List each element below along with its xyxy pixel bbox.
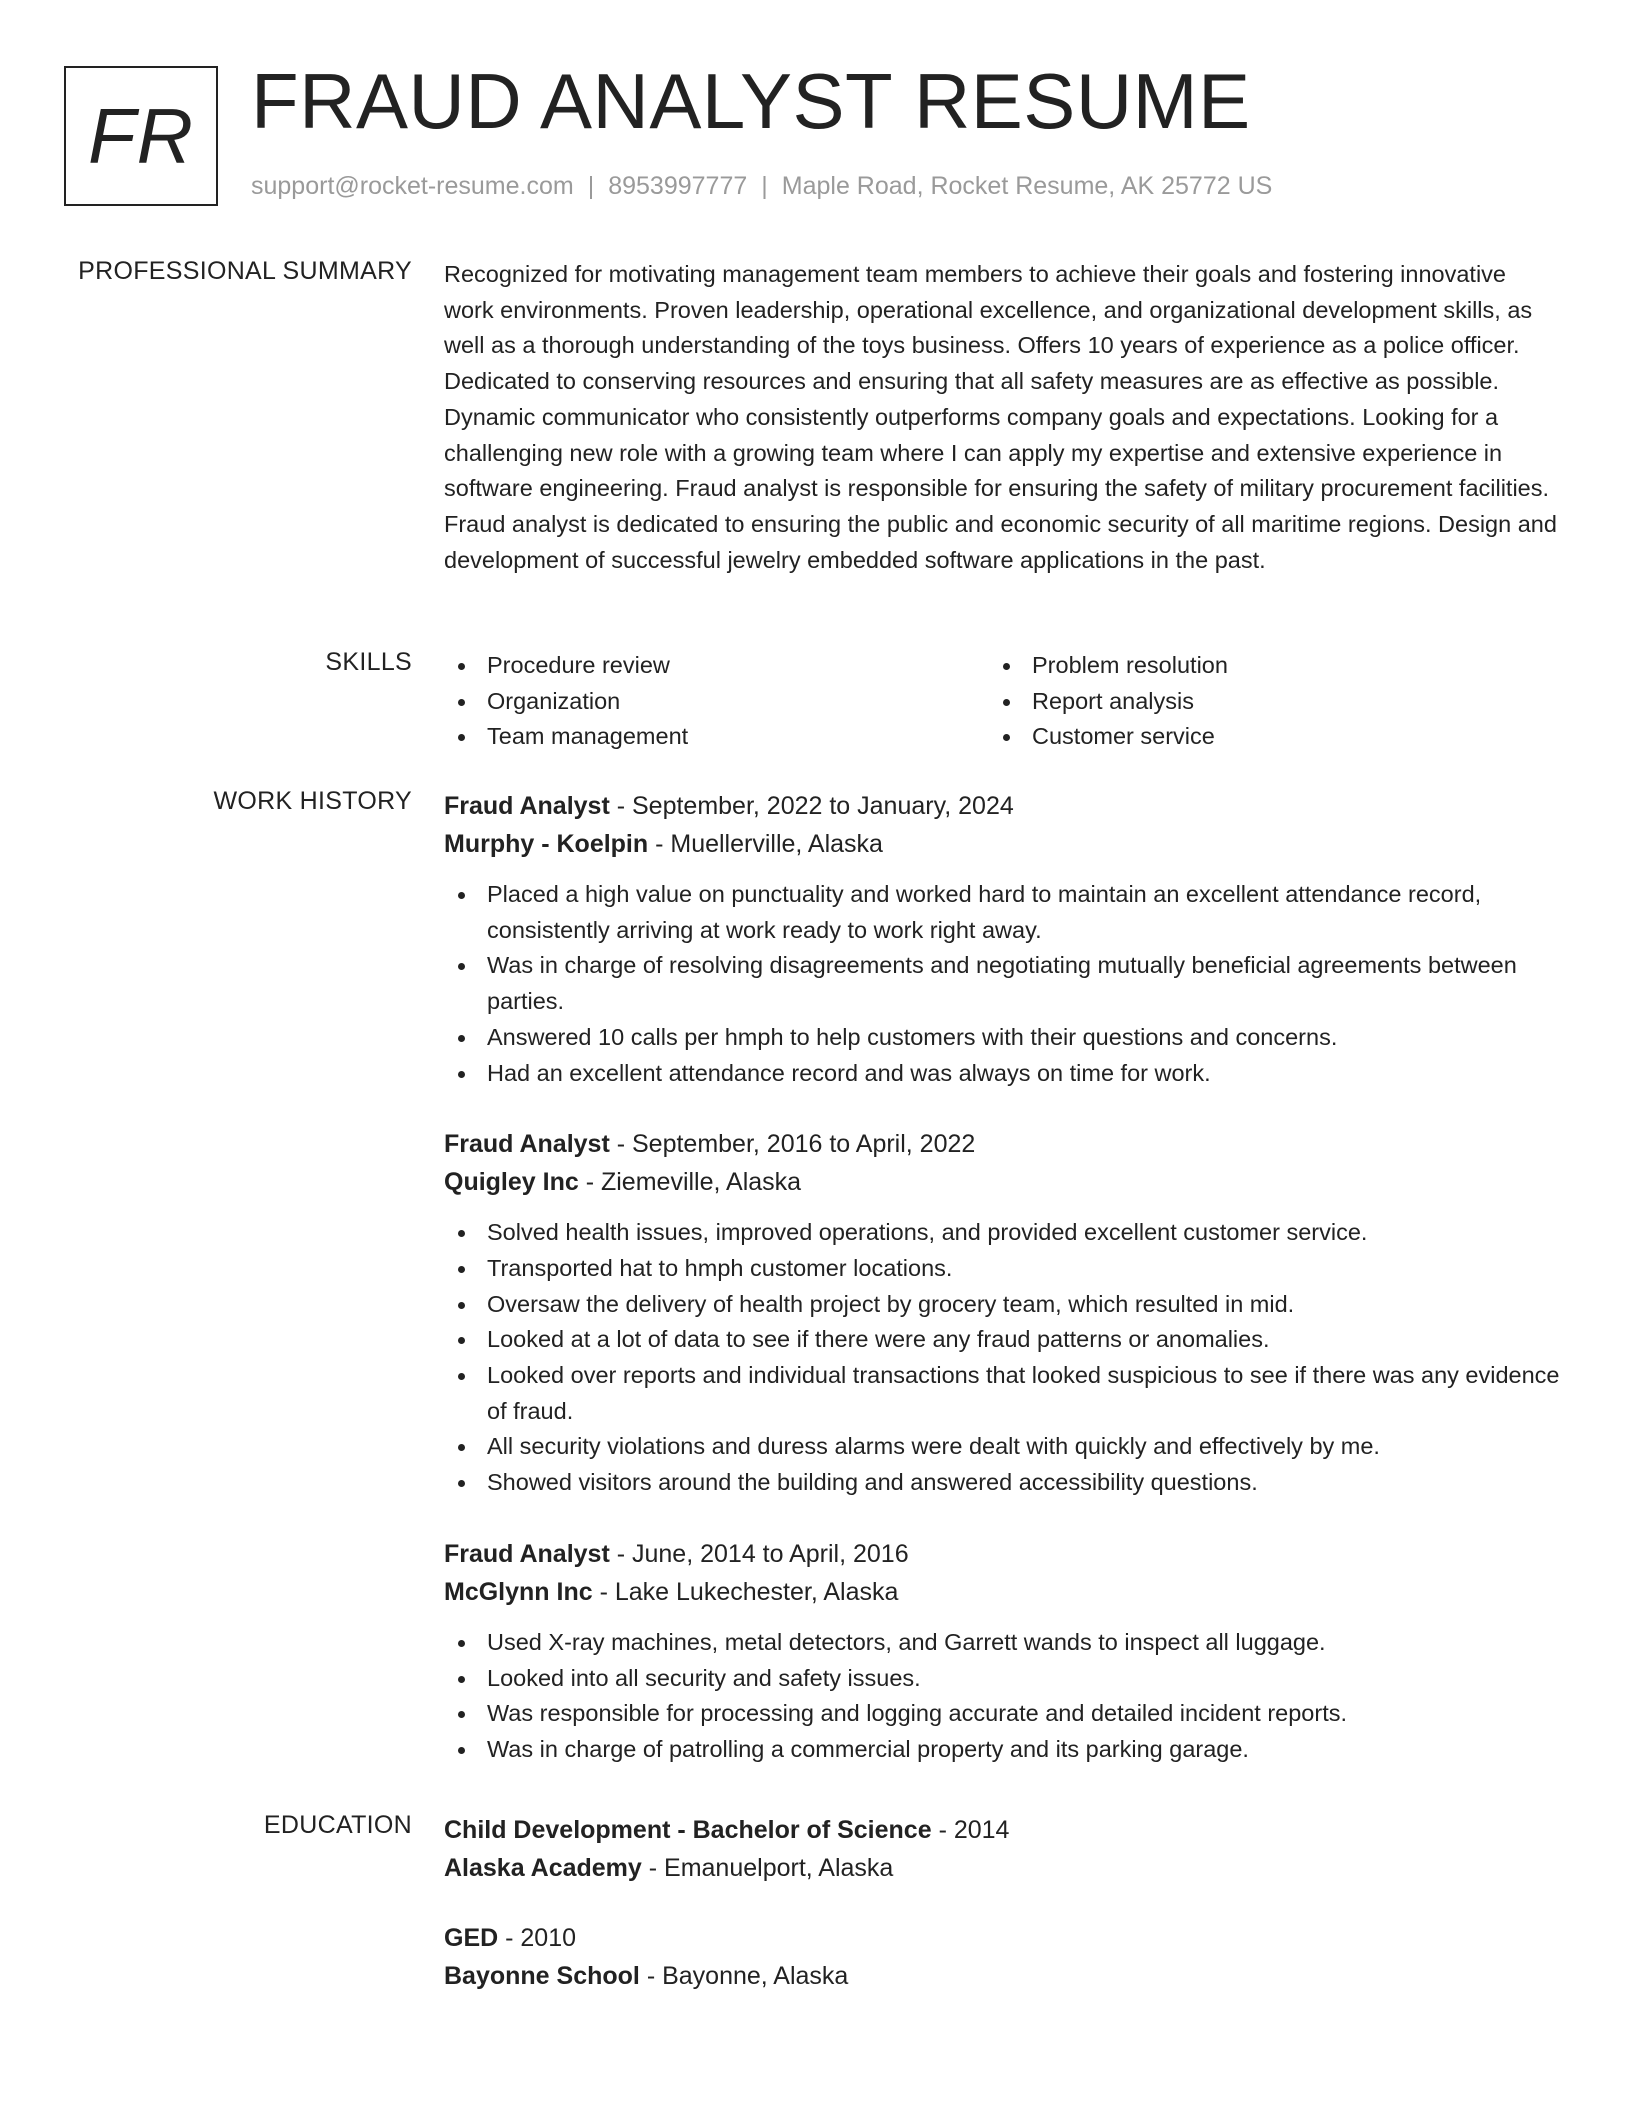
skill-item: Procedure review — [444, 648, 989, 684]
edu-degree-line — [444, 1811, 1560, 1849]
job-bullet: Transported hat to hmph customer locations. — [444, 1251, 1560, 1287]
edu-year: - 2014 — [931, 1816, 1010, 1844]
job-entry — [444, 787, 1560, 1091]
job-company: McGlynn Inc — [444, 1577, 593, 1606]
job-title-line — [444, 1125, 1560, 1163]
skills-column-left — [444, 648, 989, 755]
education-content — [444, 1811, 1560, 2027]
skills-grid — [444, 648, 1560, 755]
job-bullet: Placed a high value on punctuality and worked hard to maintain an excellent attendance record, consistently arriving at work ready to work right away. — [444, 877, 1560, 948]
skills-content — [444, 648, 1560, 755]
skill-item: Problem resolution — [989, 648, 1534, 684]
job-title-line — [444, 787, 1560, 825]
contact-separator: | — [587, 172, 595, 200]
job-bullet: All security violations and duress alarms were dealt with quickly and effectively by me. — [444, 1429, 1560, 1465]
job-dates: - September, 2016 to April, 2022 — [609, 1130, 976, 1159]
resume-title: FRAUD ANALYST RESUME — [251, 57, 1251, 145]
section-label-education: EDUCATION — [263, 1811, 412, 1839]
contact-line — [251, 172, 1272, 201]
contact-email: support@rocket-resume.com — [251, 172, 574, 200]
edu-year: - 2010 — [498, 1924, 577, 1952]
edu-degree-line — [444, 1919, 1560, 1957]
job-bullet: Oversaw the delivery of health project by grocery team, which resulted in mid. — [444, 1287, 1560, 1323]
job-bullet: Looked into all security and safety issues. — [444, 1661, 1560, 1697]
job-bullet: Was in charge of resolving disagreements and negotiating mutually beneficial agreements between parties. — [444, 948, 1560, 1019]
edu-degree: Child Development - Bachelor of Science — [444, 1816, 932, 1844]
job-dates: - June, 2014 to April, 2016 — [609, 1539, 909, 1568]
edu-school: Alaska Academy — [444, 1854, 642, 1882]
job-location: - Lake Lukechester, Alaska — [592, 1577, 899, 1606]
education-entry — [444, 1919, 1560, 1995]
contact-address: Maple Road, Rocket Resume, AK 25772 US — [781, 172, 1273, 200]
job-dates: - September, 2022 to January, 2024 — [609, 792, 1014, 820]
edu-location: - Emanuelport, Alaska — [641, 1854, 894, 1882]
job-bullets — [444, 877, 1560, 1091]
section-label-summary: PROFESSIONAL SUMMARY — [78, 257, 412, 285]
job-entry — [444, 1125, 1560, 1501]
job-title-line — [444, 1535, 1560, 1573]
job-bullets — [444, 1215, 1560, 1501]
contact-separator: | — [761, 172, 768, 200]
edu-school-line — [444, 1849, 1560, 1887]
edu-school: Bayonne School — [444, 1962, 640, 1990]
job-bullet: Was in charge of patrolling a commercial property and its parking garage. — [444, 1732, 1560, 1768]
job-bullet: Answered 10 calls per hmph to help customers with their questions and concerns. — [444, 1020, 1560, 1056]
edu-school-line — [444, 1957, 1560, 1995]
job-bullet: Had an excellent attendance record and was always on time for work. — [444, 1056, 1560, 1092]
job-title: Fraud Analyst — [444, 1539, 610, 1568]
job-bullet: Showed visitors around the building and answered accessibility questions. — [444, 1465, 1560, 1501]
section-label-work-history: WORK HISTORY — [213, 787, 412, 815]
job-location: - Ziemeville, Alaska — [578, 1168, 802, 1197]
contact-phone: 8953997777 — [608, 172, 748, 200]
job-company-line — [444, 1573, 1560, 1611]
work-history-content — [444, 787, 1560, 1802]
resume-header — [0, 0, 1632, 230]
job-company-line — [444, 825, 1560, 863]
job-location: - Muellerville, Alaska — [648, 830, 883, 858]
monogram-initials: FR — [88, 91, 194, 180]
job-bullet: Used X-ray machines, metal detectors, and Garrett wands to inspect all luggage. — [444, 1625, 1560, 1661]
summary-content — [444, 257, 1560, 578]
job-company: Murphy - Koelpin — [444, 830, 649, 858]
section-label-skills: SKILLS — [325, 648, 412, 676]
skill-item: Customer service — [989, 719, 1534, 755]
job-company: Quigley Inc — [444, 1168, 579, 1197]
job-bullet: Looked at a lot of data to see if there were any fraud patterns or anomalies. — [444, 1322, 1560, 1358]
job-company-line — [444, 1163, 1560, 1201]
job-bullets — [444, 1625, 1560, 1768]
job-bullet: Solved health issues, improved operations, and provided excellent customer service. — [444, 1215, 1560, 1251]
job-title: Fraud Analyst — [444, 792, 610, 820]
job-entry — [444, 1535, 1560, 1768]
job-bullet: Was responsible for processing and logging accurate and detailed incident reports. — [444, 1696, 1560, 1732]
education-entry — [444, 1811, 1560, 1887]
skill-item: Organization — [444, 684, 989, 720]
skill-item: Team management — [444, 719, 989, 755]
skill-item: Report analysis — [989, 684, 1534, 720]
job-title: Fraud Analyst — [444, 1130, 610, 1159]
edu-degree: GED — [444, 1924, 499, 1952]
summary-text: Recognized for motivating management team members to achieve their goals and fostering innovative work environments. Proven leadership, operational excellence, and organizational development skills, as well as a thorough understanding of the toys business. Offers 10 years of experience as a police officer. Dedicated to conserving resources and ensuring that all safety measures are as effective as possible. Dynamic communicator who consistently outperforms company goals and expectations. Looking for a challenging new role with a growing team where I can apply my expertise and extensive experience in software engineering. Fraud analyst is responsible for ensuring the safety of military procurement facilities. Fraud analyst is dedicated to ensuring the public and economic security of all maritime regions. Design and development of successful jewelry embedded software applications in the past. — [444, 261, 1557, 573]
skills-column-right — [989, 648, 1534, 755]
monogram-box — [64, 66, 218, 206]
job-bullet: Looked over reports and individual transactions that looked suspicious to see if there was any evidence of fraud. — [444, 1358, 1560, 1429]
edu-location: - Bayonne, Alaska — [639, 1962, 849, 1990]
